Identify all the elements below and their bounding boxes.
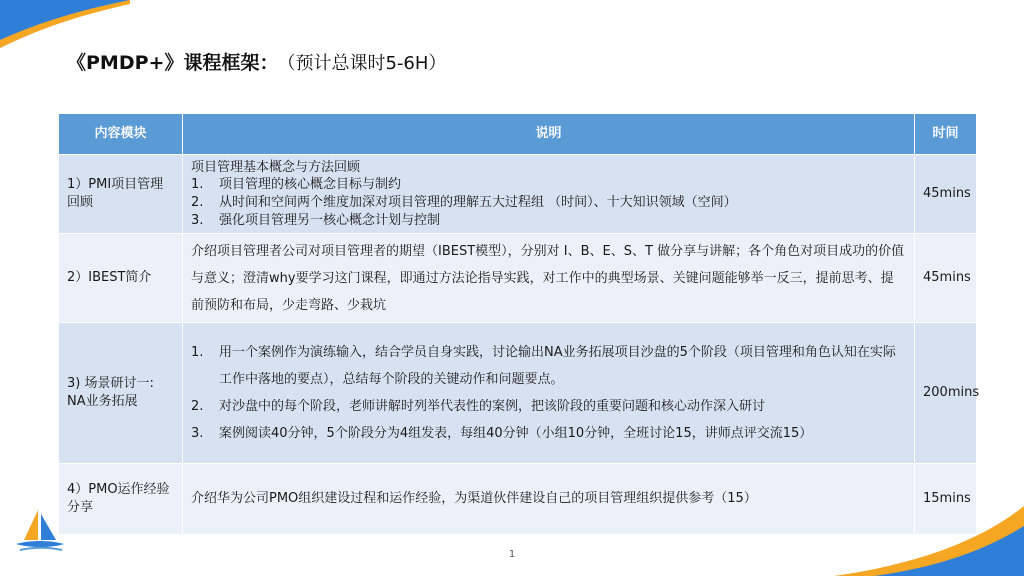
description-cell bbox=[183, 155, 915, 234]
course-framework-table bbox=[58, 113, 980, 535]
list-item: 2. 对沙盘中的每个阶段，老师讲解时列举代表性的案例，把该阶段的重要问题和核心动作深入研讨 bbox=[191, 399, 766, 414]
table-row bbox=[59, 234, 977, 323]
list-item: 3. 强化项目管理另一核心概念计划与控制 bbox=[191, 212, 441, 228]
title-subtitle: （预计总课时5-6H） bbox=[286, 53, 447, 74]
time-cell: 45mins bbox=[915, 155, 977, 234]
list-item: 2. 从时间和空间两个维度加深对项目管理的理解五大过程组 （时间）、十大知识领域（空间） bbox=[191, 195, 737, 210]
list-item: 1. 项目管理的核心概念目标与制约 bbox=[191, 177, 402, 193]
header-time: 时间 bbox=[915, 114, 977, 155]
time-cell: 200mins bbox=[915, 323, 977, 464]
description-cell: 介绍华为公司PMO组织建设过程和运作经验，为渠道伙伴建设自己的项目管理组织提供参考（15） bbox=[183, 464, 915, 535]
header-module: 内容模块 bbox=[59, 114, 183, 155]
module-cell: 1）PMI项目管理回顾 bbox=[59, 155, 183, 234]
description-list bbox=[191, 176, 906, 229]
description-cell bbox=[183, 323, 915, 464]
description-cell bbox=[183, 234, 915, 323]
module-cell: 4）PMO运作经验分享 bbox=[59, 464, 183, 535]
title-main: 《PMDP+》课程框架： bbox=[67, 52, 279, 74]
table-row bbox=[59, 323, 977, 464]
table-header-row bbox=[59, 114, 977, 155]
header-description: 说明 bbox=[183, 114, 915, 155]
list-item: 1. 用一个案例作为演练输入，结合学员自身实践，讨论输出NA业务拓展项目沙盘的5个阶段（项目管理和角色认知在实际工作中落地的要点），总结每个阶段的关键动作和问题要点。 bbox=[191, 345, 896, 387]
module-cell: 3) 场景研讨一: NA业务拓展 bbox=[59, 323, 183, 464]
time-cell: 45mins bbox=[915, 234, 977, 323]
module-cell: 2）IBEST简介 bbox=[59, 234, 183, 323]
list-item: 3. 案例阅读40分钟，5个阶段分为4组发表，每组40分钟（小组10分钟，全班讨论15，讲师点评交流15） bbox=[191, 426, 813, 441]
table-row bbox=[59, 464, 977, 535]
page-number: 1 bbox=[508, 549, 516, 560]
page-title bbox=[67, 48, 446, 75]
description-intro: 项目管理基本概念与方法回顾 bbox=[191, 159, 361, 175]
table-row bbox=[59, 155, 977, 234]
description-list bbox=[191, 339, 906, 447]
description-text: 介绍项目管理者公司对项目管理者的期望（IBEST模型），分别对 I、B、E、S、T 做分享与讲解；各个角色对项目成功的价值与意义；澄清why要学习这门课程，即通过方法论指导实践，对工作中的典型场景、关键问题能够举一反三，提前思考、提前预防和布局，少走弯路、少栽坑 bbox=[191, 243, 905, 313]
time-cell: 15mins bbox=[915, 464, 977, 535]
